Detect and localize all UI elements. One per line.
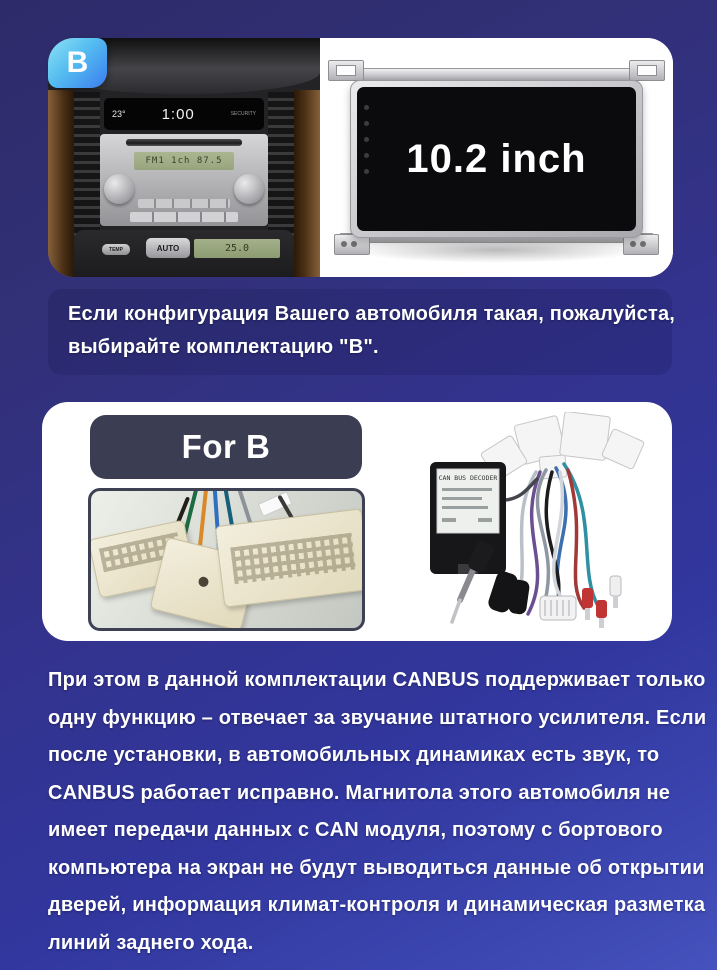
volume-knob bbox=[104, 174, 134, 204]
harness-illustration bbox=[414, 412, 660, 631]
canbus-label: CAN BUS DECODER bbox=[438, 474, 498, 482]
wood-trim-right bbox=[294, 90, 320, 277]
auto-button: AUTO bbox=[146, 238, 190, 258]
note-canbus-line: CANBUS работает исправно. Магнитола этого автомобиля не bbox=[48, 781, 671, 804]
configuration-card bbox=[48, 38, 673, 277]
screw-dots bbox=[630, 241, 636, 247]
tune-knob bbox=[234, 174, 264, 204]
note-canbus bbox=[48, 662, 707, 962]
mounting-hole bbox=[637, 65, 657, 76]
multipin-plug bbox=[540, 596, 576, 620]
mounting-hole bbox=[336, 65, 356, 76]
climate-lcd: 25.0 bbox=[194, 239, 280, 258]
black-connectors bbox=[486, 570, 530, 616]
note-configuration bbox=[48, 289, 676, 375]
factory-display bbox=[104, 98, 264, 130]
note-configuration-line: Если конфигурация Вашего автомобиля такая, пожалуйста, bbox=[68, 303, 676, 325]
mounting-ear-top-right bbox=[629, 60, 665, 81]
note-canbus-line: имеет передачи данных с CAN модуля, поэтому с бортового bbox=[48, 819, 663, 841]
factory-radio bbox=[100, 134, 268, 226]
climate-panel bbox=[74, 230, 294, 277]
head-unit-body bbox=[350, 80, 643, 238]
wood-trim-left bbox=[48, 90, 74, 277]
connector-pins bbox=[230, 533, 356, 584]
screen-size-label: 10.2 inch bbox=[406, 136, 587, 181]
mounting-ear-top-left bbox=[328, 60, 364, 81]
kit-card bbox=[42, 402, 672, 641]
radio-lcd: FM1 1ch 87.5 bbox=[134, 152, 234, 170]
radio-button-row bbox=[138, 199, 230, 208]
head-unit-screen bbox=[357, 87, 636, 231]
head-unit-photo bbox=[320, 38, 673, 277]
note-configuration-line: выбирайте комплектацию "B". bbox=[68, 336, 379, 358]
temp-button: TEMP bbox=[102, 244, 130, 255]
sensor-dots bbox=[364, 105, 369, 110]
radio-button-row-2 bbox=[130, 212, 238, 222]
variant-b-badge bbox=[48, 38, 107, 88]
factory-display-security: SECURITY bbox=[230, 111, 256, 117]
connector-large bbox=[215, 508, 365, 607]
note-canbus-line: линий заднего хода. bbox=[48, 931, 254, 954]
kit-title: For B bbox=[181, 428, 271, 465]
note-canbus-line: дверей, информация климат-контроля и динамическая разметка bbox=[48, 894, 706, 916]
note-canbus-line: При этом в данной комплектации CANBUS поддерживает только bbox=[48, 669, 706, 691]
factory-display-temp: 23° bbox=[112, 109, 126, 119]
connector-socket bbox=[198, 576, 210, 588]
note-canbus-line: одну функцию – отвечает за звучание штатного усилителя. Если bbox=[48, 706, 707, 729]
kit-title-pill bbox=[90, 415, 362, 479]
note-canbus-line: после установки, в автомобильных динамиках есть звук, то bbox=[48, 744, 660, 766]
note-canbus-line: компьютера на экран не будут выводиться данные об открытии bbox=[48, 856, 705, 879]
connectors-photo bbox=[88, 488, 365, 631]
harness-photo bbox=[414, 412, 660, 631]
variant-b-badge-label: B bbox=[66, 46, 89, 79]
wire-orange bbox=[197, 488, 208, 553]
factory-display-clock: 1:00 bbox=[161, 105, 195, 123]
screw-dots bbox=[341, 241, 347, 247]
cd-slot bbox=[126, 139, 242, 146]
rca-plugs bbox=[582, 576, 621, 628]
